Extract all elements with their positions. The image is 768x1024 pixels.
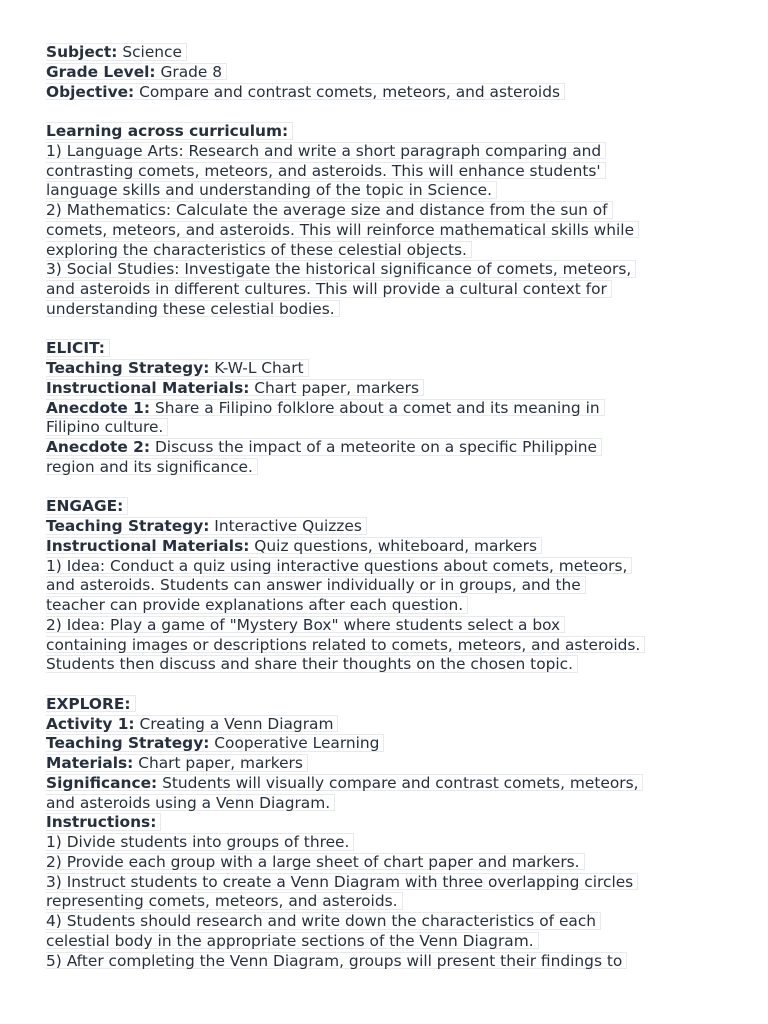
curriculum-line: exploring the characteristics of these celestial objects. xyxy=(46,240,736,260)
explore-instruction-line: representing comets, meteors, and asteroids. xyxy=(46,891,736,911)
objective-label: Objective: xyxy=(46,82,135,101)
elicit-anecdote2-line: region and its significance. xyxy=(46,457,736,477)
grade-line xyxy=(46,62,736,82)
explore-instruction-line: 1) Divide students into groups of three. xyxy=(46,832,736,852)
curriculum-line: understanding these celestial bodies. xyxy=(46,299,736,319)
engage-line: containing images or descriptions related to comets, meteors, and asteroids. xyxy=(46,635,736,655)
engage-line: 1) Idea: Conduct a quiz using interactive questions about comets, meteors, xyxy=(46,556,736,576)
curriculum-line: 1) Language Arts: Research and write a short paragraph comparing and xyxy=(46,141,736,161)
explore-instruction-line: 3) Instruct students to create a Venn Diagram with three overlapping circles xyxy=(46,872,736,892)
engage-line: Students then discuss and share their thoughts on the chosen topic. xyxy=(46,654,736,674)
objective-value: Compare and contrast comets, meteors, and asteroids xyxy=(134,82,560,101)
lesson-plan-document xyxy=(46,42,736,970)
elicit-anecdote2-line: Anecdote 2: Discuss the impact of a meteorite on a specific Philippine xyxy=(46,437,736,457)
curriculum-heading: Learning across curriculum: xyxy=(46,121,736,141)
explore-instruction-line: 4) Students should research and write down the characteristics of each xyxy=(46,911,736,931)
curriculum-line: 2) Mathematics: Calculate the average size and distance from the sun of xyxy=(46,200,736,220)
engage-strategy-line: Teaching Strategy: Interactive Quizzes xyxy=(46,516,736,536)
explore-instruction-line: 5) After completing the Venn Diagram, groups will present their findings to xyxy=(46,951,736,971)
grade-value: Grade 8 xyxy=(155,62,223,81)
subject-line xyxy=(46,42,736,62)
subject-label: Subject: xyxy=(46,43,118,61)
spacer xyxy=(46,319,736,339)
explore-significance-line: Significance: Students will visually compare and contrast comets, meteors, xyxy=(46,773,736,793)
elicit-heading: ELICIT: xyxy=(46,338,736,358)
engage-line: 2) Idea: Play a game of "Mystery Box" where students select a box xyxy=(46,615,736,635)
engage-line: and asteroids. Students can answer individually or in groups, and the xyxy=(46,575,736,595)
explore-activity-line: Activity 1: Creating a Venn Diagram xyxy=(46,714,736,734)
spacer xyxy=(46,477,736,497)
explore-instructions-heading: Instructions: xyxy=(46,812,736,832)
elicit-anecdote1-line: Anecdote 1: Share a Filipino folklore about a comet and its meaning in xyxy=(46,398,736,418)
subject-value: Science xyxy=(117,43,182,61)
elicit-anecdote1-line: Filipino culture. xyxy=(46,417,736,437)
spacer xyxy=(46,101,736,121)
curriculum-line: contrasting comets, meteors, and asteroids. This will enhance students' xyxy=(46,161,736,181)
objective-line xyxy=(46,82,736,102)
grade-label: Grade Level: xyxy=(46,62,156,81)
explore-instruction-line: celestial body in the appropriate sections of the Venn Diagram. xyxy=(46,931,736,951)
engage-materials-line: Instructional Materials: Quiz questions, whiteboard, markers xyxy=(46,536,736,556)
curriculum-line: language skills and understanding of the topic in Science. xyxy=(46,180,736,200)
elicit-materials-line: Instructional Materials: Chart paper, markers xyxy=(46,378,736,398)
engage-line: teacher can provide explanations after each question. xyxy=(46,595,736,615)
explore-significance-line: and asteroids using a Venn Diagram. xyxy=(46,793,736,813)
explore-materials-line: Materials: Chart paper, markers xyxy=(46,753,736,773)
curriculum-line: 3) Social Studies: Investigate the historical significance of comets, meteors, xyxy=(46,259,736,279)
curriculum-line: and asteroids in different cultures. This will provide a cultural context for xyxy=(46,279,736,299)
explore-instruction-line: 2) Provide each group with a large sheet of chart paper and markers. xyxy=(46,852,736,872)
engage-heading: ENGAGE: xyxy=(46,496,736,516)
curriculum-line: comets, meteors, and asteroids. This will reinforce mathematical skills while xyxy=(46,220,736,240)
elicit-strategy-line: Teaching Strategy: K-W-L Chart xyxy=(46,358,736,378)
explore-strategy-line: Teaching Strategy: Cooperative Learning xyxy=(46,733,736,753)
explore-heading: EXPLORE: xyxy=(46,694,736,714)
spacer xyxy=(46,674,736,694)
